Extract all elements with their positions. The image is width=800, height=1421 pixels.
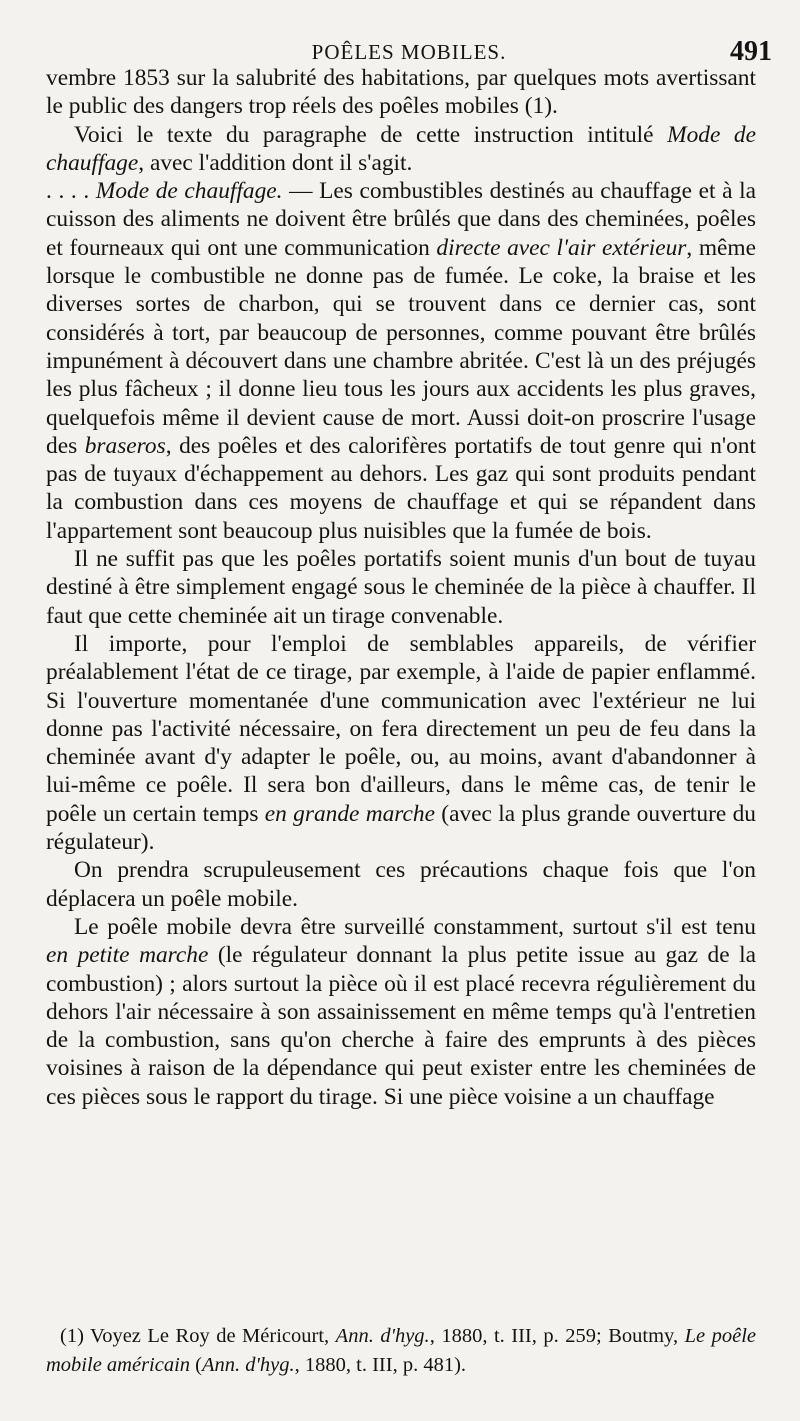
text-run: , même lorsque le combustible ne donne pas de fumée. Le coke, la braise et les diverses sortes de charbon, qui se trouvent dans ce dernier cas, sont considérés à tort, par beaucoup de personnes, comme pouvant être brûlés impunément à découvert dans une chambre abritée. C'est là un des préjugés les plus fâcheux ; il donne lieu tous les jours aux accidents les plus graves, quelquefois même il devient cause de mort. Aussi doit-on proscrire l'usage des [46,234,756,459]
paragraph [46,913,756,1111]
page-number: 491 [730,36,772,67]
italic-run: en grande marche [264,800,435,827]
text-run: Voici le texte du paragraphe de cette instruction intitulé [74,121,668,148]
text-run: , avec l'addition dont il s'agit. [138,149,413,176]
paragraph [46,545,756,630]
paragraph [46,630,756,856]
italic-run: en petite marche [46,942,209,969]
text-run: , des poêles et des calorifères portatifs de tout genre qui n'ont pas de tuyaux d'échappement au dehors. Les gaz qui sont produits pendant la combustion dans ces moyens de chauffage et qui se répandent dans l'appartement sont beaucoup plus nuisibles que la fumée de bois. [46,432,757,544]
italic-run: Le poêle mobile américain [46,1325,756,1376]
paragraph-continuation [46,64,756,121]
footnotes [46,1322,756,1380]
running-title: POÊLES MOBILES. [311,40,507,64]
footnote-1 [46,1322,756,1380]
paragraph-quoted-section [46,177,756,545]
body-text [46,64,756,1111]
italic-run: directe avec l'air extérieur [436,234,687,261]
ellipsis-dots: . . . . [46,178,96,205]
text-run: , 1880, t. III, p. 481). [294,1354,467,1376]
text-run: ( [190,1354,202,1376]
text-run: Le poêle mobile devra être surveillé constamment, surtout s'il est tenu [74,913,756,940]
section-heading-italic: Mode de chauffage. [95,178,283,205]
text-run: (1) Voyez Le Roy de Méricourt, [60,1325,336,1347]
text-run: (le régulateur donnant la plus petite issue au gaz de la combustion) ; alors surtout la pièce où il est placé recevra régulièrement du dehors l'air nécessaire à son assainissement en même temps qu'à l'entretien de la combustion, sans qu'on cherche à faire des emprunts à des pièces voisines à raison de la dépendance qui peut exister entre les cheminées de ces pièces sous le rapport du tirage. Si une pièce voisine a un chauffage [46,942,756,1110]
paragraph [46,856,756,913]
italic-run: Ann. d'hyg. [202,1354,295,1376]
text-run: , 1880, t. III, p. 259; Boutmy, [429,1325,685,1347]
text-run: (avec la plus grande ouverture du régulateur). [46,800,756,856]
paragraph-intro [46,121,756,178]
italic-run: Mode de chauffage [46,121,756,176]
text-run: Il ne suffit pas que les poêles portatifs soient munis d'un bout de tuyau destiné à être simplement engagé sous le cheminée de la pièce à chauffer. Il faut que cette cheminée ait un tirage convenable. [46,546,756,629]
text-run: — Les combustibles destinés au chauffage et à la cuisson des aliments ne doivent être brûlés que dans des cheminées, poêles et fourneaux qui ont une communication [46,178,756,261]
italic-run: braseros [84,432,166,459]
text-run: On prendra scrupuleusement ces précautions chaque fois que l'on déplacera un poêle mobile. [46,857,756,912]
italic-run: Ann. d'hyg. [335,1325,430,1347]
text-run: vembre 1853 sur la salubrité des habitations, par quelques mots avertissant le public des dangers trop réels des poêles mobiles (1). [46,65,756,120]
text-run: Il importe, pour l'emploi de semblables appareils, de vérifier préalablement l'état de ce tirage, par exemple, à l'aide de papier enflammé. Si l'ouverture momentanée d'une communication avec l'extérieur ne lui donne pas l'activité nécessaire, on fera directement un peu de feu dans la cheminée avant d'y adapter le poêle, ou, au moins, avant d'abandonner à lui-même ce poêle. Il sera bon d'ailleurs, dans le même cas, de tenir le poêle un certain temps [46,630,756,827]
